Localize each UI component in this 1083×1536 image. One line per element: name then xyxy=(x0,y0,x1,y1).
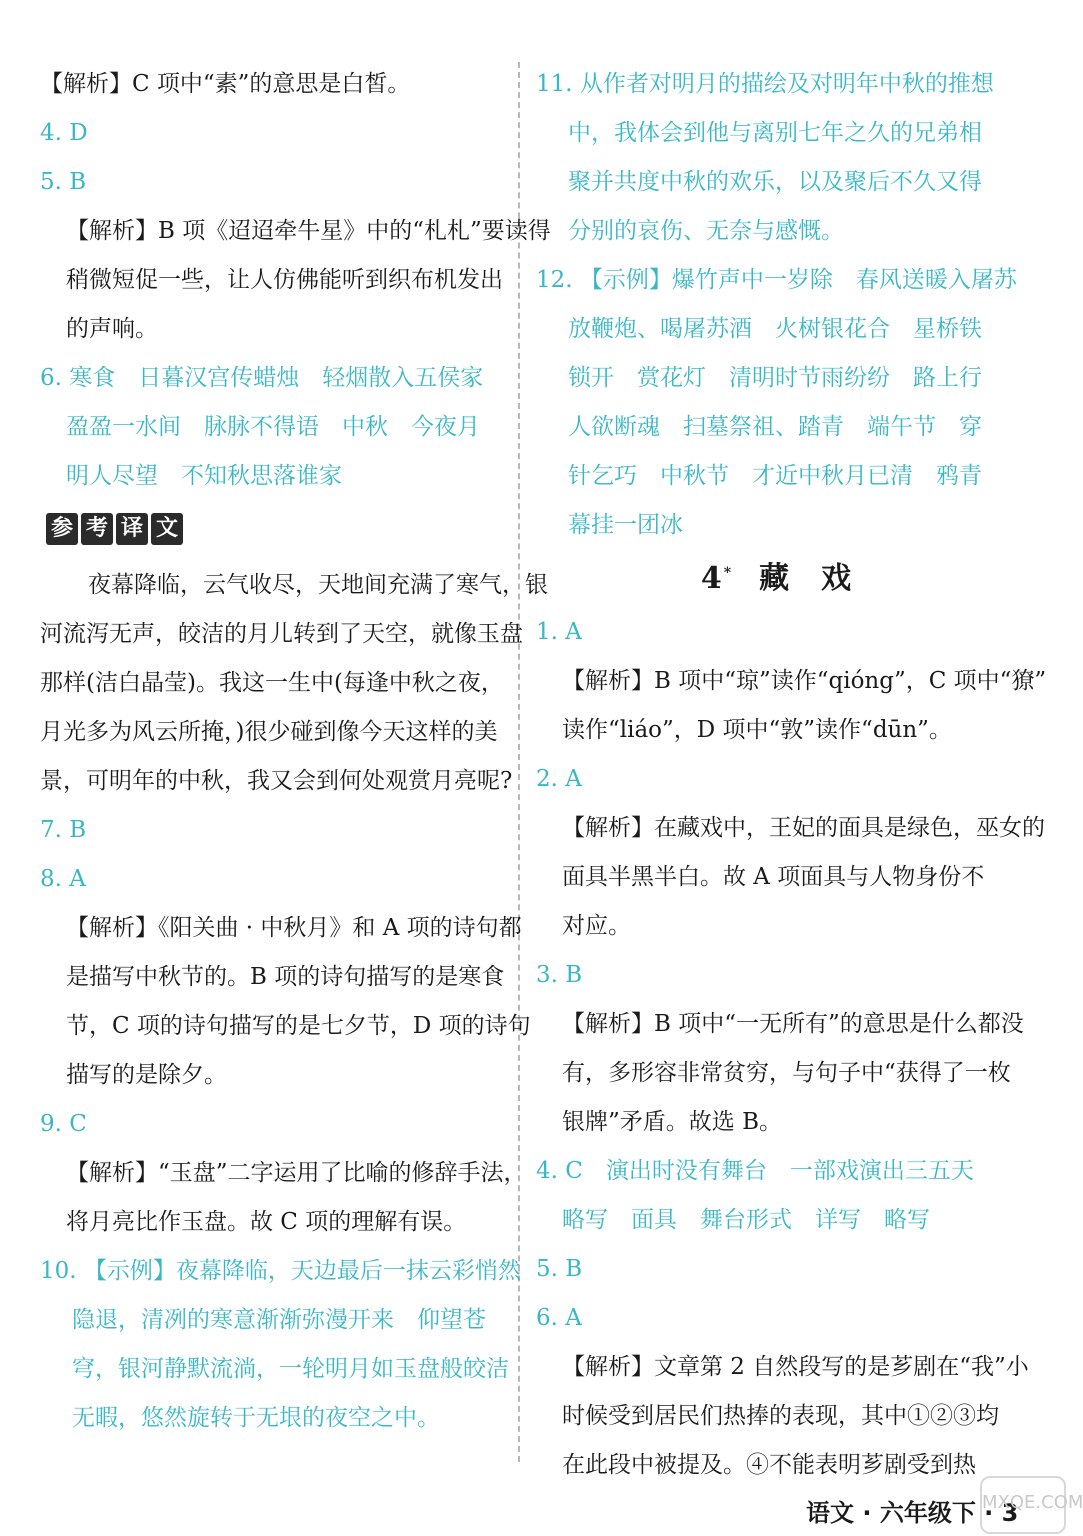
lesson4-analysis-2-line2: 面具半黑半白。故 A 项面具与人物身份不 xyxy=(562,864,985,890)
answer-12-line3: 锁开 赏花灯 清明时节雨纷纷 路上行 xyxy=(568,365,982,391)
translation-line3: 那样(洁白晶莹)。我这一生中(每逢中秋之夜， xyxy=(40,670,504,696)
analysis-3: 【解析】C 项中“素”的意思是白皙。 xyxy=(40,71,411,97)
analysis-8-line1: 【解析】《阳关曲 · 中秋月》和 A 项的诗句都 xyxy=(66,915,522,941)
translation-line4: 月光多为风云所掩，)很少碰到像今天这样的美 xyxy=(40,719,498,745)
answer-12-line2: 放鞭炮、喝屠苏酒 火树银花合 星桥铁 xyxy=(568,316,982,342)
answer-6-line3: 明人尽望 不知秋思落谁家 xyxy=(66,463,342,489)
lesson4-answer-4-line1: 4. C 演出时没有舞台 一部戏演出三五天 xyxy=(536,1158,974,1184)
lesson4-answer-2: 2. A xyxy=(536,766,582,792)
lesson4-analysis-2-line3: 对应。 xyxy=(562,913,631,939)
answer-6-line1: 6. 寒食 日暮汉宫传蜡烛 轻烟散入五侯家 xyxy=(40,365,484,391)
watermark-logo: MXQE.COM xyxy=(980,1476,1066,1534)
analysis-8-line4: 描写的是除夕。 xyxy=(66,1062,227,1088)
lesson-number: 4 xyxy=(700,561,724,596)
analysis-9-line1: 【解析】“玉盘”二字运用了比喻的修辞手法， xyxy=(66,1160,527,1186)
lesson4-analysis-6-line3: 在此段中被提及。④不能表明芗剧受到热 xyxy=(562,1452,976,1478)
lesson4-analysis-6-line2: 时候受到居民们热捧的表现，其中①②③均 xyxy=(562,1403,999,1429)
heading-char: 文 xyxy=(151,513,183,545)
lesson4-answer-5: 5. B xyxy=(536,1256,583,1282)
answer-10-line1: 10. 【示例】夜幕降临，天边最后一抹云彩悄然 xyxy=(40,1258,521,1284)
lesson-title xyxy=(536,550,998,608)
lesson4-answer-4-line2: 略写 面具 舞台形式 详写 略写 xyxy=(562,1207,930,1233)
answer-11-line3: 聚并共度中秋的欢乐，以及聚后不久又得 xyxy=(568,169,982,195)
answer-11-line4: 分别的哀伤、无奈与感慨。 xyxy=(568,218,844,244)
left-column xyxy=(40,60,551,1443)
lesson4-analysis-2-line1: 【解析】在藏戏中，王妃的面具是绿色，巫女的 xyxy=(562,815,1045,841)
answer-10-line2: 隐退，清冽的寒意渐渐弥漫开来 仰望苍 xyxy=(72,1307,486,1333)
heading-char: 译 xyxy=(116,513,148,545)
analysis-5-line3: 的声响。 xyxy=(66,316,158,342)
answer-8: 8. A xyxy=(40,866,86,892)
lesson4-analysis-3-line2: 有，多形容非常贫穷，与句子中“获得了一枚 xyxy=(562,1060,1011,1086)
lesson4-analysis-3-line1: 【解析】B 项中“一无所有”的意思是什么都没 xyxy=(562,1011,1024,1037)
lesson4-answer-1: 1. A xyxy=(536,619,582,645)
right-column xyxy=(536,60,1047,1490)
answer-12-line4: 人欲断魂 扫墓祭祖、踏青 端午节 穿 xyxy=(568,414,982,440)
answer-6-line2: 盈盈一水间 脉脉不得语 中秋 今夜月 xyxy=(66,414,480,440)
analysis-5-line1: 【解析】B 项《迢迢牵牛星》中的“札札”要读得 xyxy=(66,218,551,244)
answer-11-line2: 中，我体会到他与离别七年之久的兄弟相 xyxy=(568,120,982,146)
answer-7: 7. B xyxy=(40,817,87,843)
answer-11-line1: 11. 从作者对明月的描绘及对明年中秋的推想 xyxy=(536,71,994,97)
lesson4-analysis-1-line1: 【解析】B 项中“琼”读作“qióng”，C 项中“獠” xyxy=(562,668,1047,694)
answer-4: 4. D xyxy=(40,120,88,146)
lesson4-answer-3: 3. B xyxy=(536,962,583,988)
lesson4-analysis-3-line3: 银牌”矛盾。故选 B。 xyxy=(562,1109,782,1135)
page-footer: 语文 · 六年级下 · 3 xyxy=(806,1499,1019,1527)
answer-10-line4: 无暇，悠然旋转于无垠的夜空之中。 xyxy=(72,1405,440,1431)
answer-12-line6: 幕挂一团冰 xyxy=(568,512,683,538)
analysis-5-line2: 稍微短促一些，让人仿佛能听到织布机发出 xyxy=(66,267,503,293)
analysis-9-line2: 将月亮比作玉盘。故 C 项的理解有误。 xyxy=(66,1209,467,1235)
translation-line5: 景，可明年的中秋，我又会到何处观赏月亮呢? xyxy=(40,768,513,794)
lesson-title-char2: 戏 xyxy=(821,561,854,596)
answer-10-line3: 穹，银河静默流淌，一轮明月如玉盘般皎洁 xyxy=(72,1356,509,1382)
answer-5: 5. B xyxy=(40,169,87,195)
analysis-8-line3: 节，C 项的诗句描写的是七夕节，D 项的诗句 xyxy=(66,1013,531,1039)
answer-9: 9. C xyxy=(40,1111,87,1137)
translation-line2: 河流泻无声，皎洁的月儿转到了天空，就像玉盘 xyxy=(40,621,523,647)
lesson-title-char1: 藏 xyxy=(759,561,792,596)
lesson4-analysis-6-line1: 【解析】文章第 2 自然段写的是芗剧在“我”小 xyxy=(562,1354,1029,1380)
translation-line1: 夜幕降临，云气收尽，天地间充满了寒气，银 xyxy=(88,572,548,598)
answer-12-line1: 12. 【示例】爆竹声中一岁除 春风送暖入屠苏 xyxy=(536,267,1017,293)
column-divider xyxy=(518,62,520,1462)
lesson4-analysis-1-line2: 读作“liáo”，D 项中“敦”读作“dūn”。 xyxy=(562,717,952,743)
heading-char: 参 xyxy=(46,513,78,545)
heading-char: 考 xyxy=(81,513,113,545)
analysis-8-line2: 是描写中秋节的。B 项的诗句描写的是寒食 xyxy=(66,964,505,990)
answer-12-line5: 针乞巧 中秋节 才近中秋月已清 鸦青 xyxy=(568,463,982,489)
lesson4-answer-6: 6. A xyxy=(536,1305,582,1331)
reference-translation-heading xyxy=(46,513,508,551)
lesson-mark: * xyxy=(723,565,734,581)
